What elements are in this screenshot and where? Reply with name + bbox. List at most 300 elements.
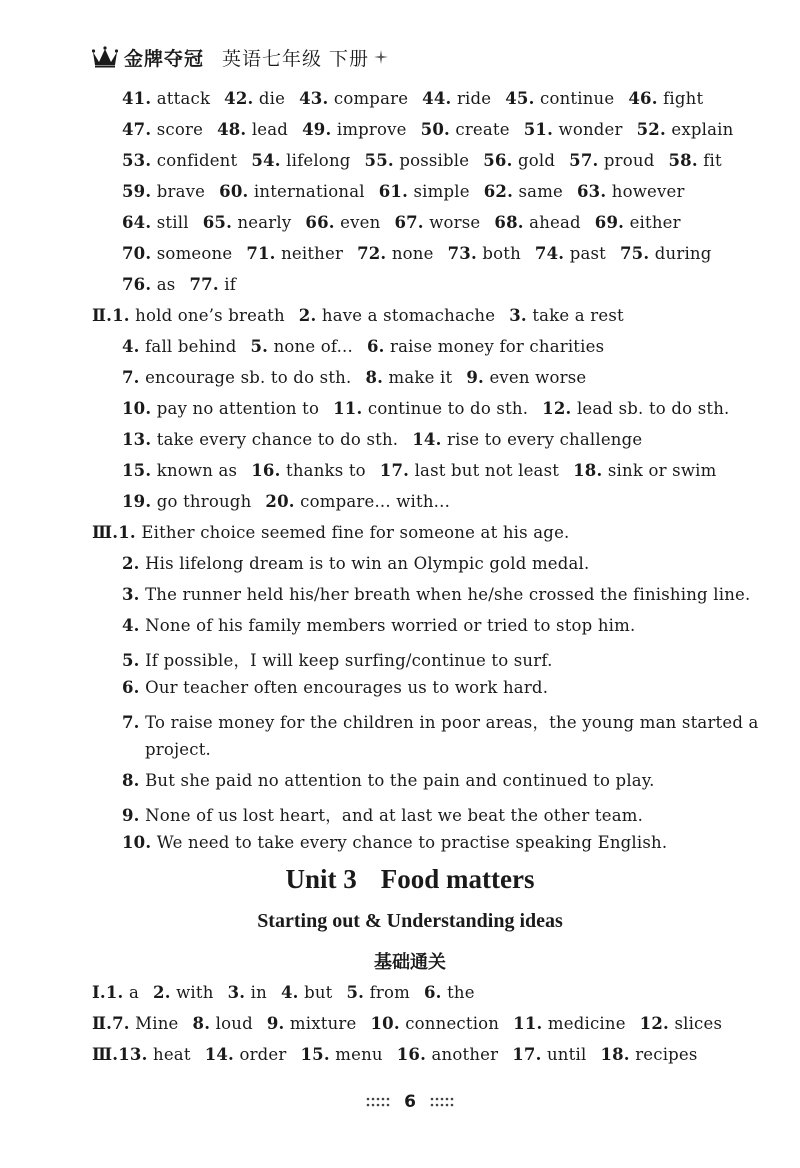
sentence-line — [122, 678, 562, 697]
item-text: make it — [388, 368, 453, 387]
answer-item — [122, 151, 237, 170]
item-text: confident — [156, 151, 238, 170]
item-text: however — [611, 182, 685, 201]
item-text: But she paid no attention to the pain and continued to play. — [145, 771, 655, 790]
item-number: 41. — [122, 89, 152, 108]
phrase-line — [122, 368, 600, 387]
item-text: take a rest — [532, 306, 624, 325]
item-number: 46. — [628, 89, 658, 108]
answer-item — [640, 1014, 722, 1033]
item-text: raise money for charities — [390, 337, 605, 356]
item-text: from — [369, 983, 410, 1002]
item-text: compare... with... — [300, 492, 451, 511]
vocab-line — [122, 182, 699, 201]
book-title: 英语七年级 下册 — [222, 47, 370, 70]
item-number: 12. — [542, 399, 572, 418]
item-number: 13. — [118, 1045, 148, 1064]
item-text: none of... — [273, 337, 353, 356]
dots-decoration-right-icon — [430, 1095, 456, 1109]
item-number: 18. — [573, 461, 603, 480]
item-number: 48. — [217, 120, 247, 139]
answer-item — [577, 182, 685, 201]
unit-title — [0, 864, 800, 895]
item-number: 4. — [122, 337, 140, 356]
item-text: medicine — [547, 1014, 626, 1033]
item-text: possible — [399, 151, 470, 170]
answer-item — [535, 244, 606, 263]
brand-title: 金牌夺冠 — [124, 47, 205, 70]
item-text: None of us lost heart，and at last we beat the other team. — [145, 806, 644, 825]
answer-item — [421, 120, 510, 139]
item-text: both — [482, 244, 521, 263]
dots-decoration-left-icon — [364, 1095, 390, 1109]
item-number: 50. — [420, 120, 450, 139]
item-text: with — [176, 983, 214, 1002]
item-number: 15. — [122, 461, 152, 480]
answer-item — [122, 616, 635, 635]
answer-item — [250, 337, 352, 356]
answer-item — [122, 833, 667, 852]
answer-item — [224, 89, 285, 108]
item-number: 58. — [668, 151, 698, 170]
item-number: 6. — [423, 983, 442, 1002]
item-text: continue to do sth. — [367, 399, 529, 418]
item-number: 2. — [122, 554, 140, 573]
answer-item — [193, 1014, 253, 1033]
item-text: recipes — [635, 1045, 698, 1064]
answer-item — [299, 89, 408, 108]
vocab-line — [122, 275, 250, 294]
item-number: 8. — [122, 771, 140, 790]
item-text: To raise money for the children in poor areas，the young man started a — [145, 713, 759, 732]
unit-subtitle: Starting out & Understanding ideas — [257, 910, 563, 932]
item-text: same — [518, 182, 563, 201]
vocab-line — [122, 89, 717, 108]
answer-item — [122, 182, 205, 201]
item-text: none — [391, 244, 434, 263]
sentence-line — [122, 771, 669, 790]
item-text: either — [629, 213, 681, 232]
answer-item — [380, 461, 559, 480]
vocab-line — [122, 151, 736, 170]
section-numeral: Ⅲ. — [92, 1045, 119, 1064]
answer-item — [189, 275, 236, 294]
unit3-answer-line — [92, 983, 489, 1002]
answer-item — [122, 461, 237, 480]
item-text: take every chance to do sth. — [156, 430, 399, 449]
item-text: simple — [413, 182, 470, 201]
item-text: until — [546, 1045, 587, 1064]
answer-item — [365, 368, 452, 387]
answer-item — [542, 399, 729, 418]
item-number: 71. — [246, 244, 276, 263]
answer-item — [122, 713, 759, 732]
answer-item — [122, 244, 232, 263]
item-number: 44. — [422, 89, 452, 108]
answer-item — [122, 492, 251, 511]
item-number: 17. — [512, 1045, 542, 1064]
answer-item — [265, 492, 450, 511]
item-number: 5. — [250, 337, 269, 356]
answer-item — [122, 275, 175, 294]
item-number: 6. — [366, 337, 385, 356]
answer-item — [112, 1014, 178, 1033]
item-number: 64. — [122, 213, 152, 232]
item-number: 4. — [280, 983, 299, 1002]
answer-item — [347, 983, 410, 1002]
item-number: 13. — [122, 430, 152, 449]
item-number: 14. — [412, 430, 442, 449]
item-number: 76. — [122, 275, 152, 294]
item-number: 75. — [620, 244, 650, 263]
item-number: 19. — [122, 492, 152, 511]
item-text: hold one’s breath — [135, 306, 285, 325]
vocab-line — [122, 120, 747, 139]
item-number: 70. — [122, 244, 152, 263]
item-text: improve — [336, 120, 407, 139]
answer-item — [573, 461, 716, 480]
item-text: attack — [156, 89, 211, 108]
item-number: 2. — [298, 306, 317, 325]
answer-item — [251, 151, 350, 170]
answer-item — [299, 306, 495, 325]
vocab-line — [122, 244, 726, 263]
answer-item — [448, 244, 521, 263]
answer-item — [153, 983, 214, 1002]
item-number: 16. — [396, 1045, 427, 1064]
answer-item — [424, 983, 475, 1002]
item-number: 57. — [569, 151, 599, 170]
item-number: 10. — [122, 833, 152, 852]
item-number: 43. — [299, 89, 329, 108]
item-number: 42. — [224, 89, 254, 108]
item-text: fit — [703, 151, 722, 170]
answer-item — [483, 151, 555, 170]
answer-item — [512, 1045, 586, 1064]
item-text: the — [447, 983, 475, 1002]
answer-item — [620, 244, 712, 263]
item-text: create — [455, 120, 510, 139]
item-number: 15. — [300, 1045, 330, 1064]
phrase-line — [122, 461, 730, 480]
answer-item — [637, 120, 734, 139]
answer-item — [122, 337, 236, 356]
item-number: 12. — [639, 1014, 669, 1033]
sentence-line — [122, 647, 567, 671]
item-number: 1. — [105, 983, 124, 1002]
answer-item — [466, 368, 586, 387]
item-number: 8. — [365, 368, 384, 387]
item-number: 54. — [251, 151, 281, 170]
item-text: fight — [663, 89, 704, 108]
page-header — [92, 40, 389, 74]
item-text: even worse — [489, 368, 587, 387]
item-number: 49. — [302, 120, 332, 139]
section-numeral: Ⅱ. — [92, 306, 113, 325]
continuation-text: project. — [145, 740, 211, 759]
section-numeral: Ⅲ. — [92, 523, 119, 542]
item-number: 1. — [118, 523, 136, 542]
item-number: 53. — [122, 151, 152, 170]
item-text: have a stomachache — [321, 306, 496, 325]
item-text: encourage sb. to do sth. — [145, 368, 352, 387]
item-text: in — [250, 983, 267, 1002]
sentence-line — [122, 833, 681, 852]
item-number: 74. — [534, 244, 565, 263]
item-text: lifelong — [286, 151, 351, 170]
item-number: 55. — [364, 151, 394, 170]
item-text: compare — [333, 89, 409, 108]
item-text: If possible，I will keep surfing/continue to surf. — [145, 651, 553, 670]
item-number: 2. — [153, 983, 171, 1002]
answer-item — [367, 337, 604, 356]
page-number: 6 — [404, 1092, 416, 1112]
item-number: 10. — [122, 399, 152, 418]
item-number: 11. — [333, 399, 363, 418]
answer-item — [122, 430, 398, 449]
answer-item — [628, 89, 703, 108]
item-number: 60. — [219, 182, 249, 201]
answer-item — [122, 213, 189, 232]
item-number: 8. — [192, 1014, 211, 1033]
answer-item — [122, 120, 203, 139]
answer-item — [302, 120, 407, 139]
item-text: worse — [429, 213, 481, 232]
sentence-line — [92, 523, 583, 542]
answer-item — [122, 89, 210, 108]
answer-item — [228, 983, 267, 1002]
item-text: gold — [518, 151, 556, 170]
item-text: heat — [153, 1045, 191, 1064]
item-number: 14. — [204, 1045, 234, 1064]
answer-item — [219, 182, 365, 201]
item-text: die — [258, 89, 286, 108]
item-text: fall behind — [145, 337, 237, 356]
item-text: known as — [156, 461, 238, 480]
item-text: wonder — [558, 120, 623, 139]
sentence-continuation — [145, 740, 211, 759]
item-text: lead sb. to do sth. — [576, 399, 730, 418]
item-number: 17. — [379, 461, 410, 480]
answer-item — [513, 1014, 626, 1033]
item-number: 7. — [122, 368, 140, 387]
item-text: if — [224, 275, 237, 294]
item-number: 10. — [370, 1014, 400, 1033]
item-number: 63. — [577, 182, 607, 201]
item-text: slices — [674, 1014, 723, 1033]
answer-item — [412, 430, 642, 449]
item-text: menu — [335, 1045, 383, 1064]
sentence-line — [122, 585, 764, 604]
item-text: thanks to — [286, 461, 366, 480]
page-footer — [0, 1092, 800, 1112]
section-numeral: Ⅰ. — [92, 983, 106, 1002]
section-numeral: Ⅱ. — [92, 1014, 113, 1033]
item-number: 62. — [483, 182, 514, 201]
answer-item — [301, 1045, 383, 1064]
item-text: even — [340, 213, 381, 232]
item-number: 1. — [112, 306, 130, 325]
item-text: mixture — [289, 1014, 357, 1033]
item-text: another — [431, 1045, 499, 1064]
item-number: 56. — [483, 151, 513, 170]
answer-item — [370, 1014, 499, 1033]
item-number: 18. — [600, 1045, 630, 1064]
crown-icon — [92, 46, 118, 68]
item-text: go through — [156, 492, 252, 511]
answer-item — [595, 213, 681, 232]
item-number: 9. — [266, 1014, 285, 1033]
answer-item — [267, 1014, 357, 1033]
answer-item — [422, 89, 491, 108]
item-text: order — [239, 1045, 287, 1064]
item-text: during — [654, 244, 712, 263]
item-number: 66. — [305, 213, 335, 232]
item-number: 52. — [636, 120, 666, 139]
item-text: last but not least — [414, 461, 560, 480]
unit-label: Unit 3 — [285, 864, 357, 894]
item-text: None of his family members worried or tried to stop him. — [145, 616, 636, 635]
item-text: but — [304, 983, 333, 1002]
answer-item — [333, 399, 528, 418]
item-number: 5. — [122, 651, 140, 670]
answer-item — [122, 651, 553, 670]
item-text: The runner held his/her breath when he/she crossed the finishing line. — [145, 585, 751, 604]
item-text: We need to take every chance to practise speaking English. — [156, 833, 668, 852]
answer-item — [524, 120, 623, 139]
sentence-line — [122, 709, 773, 733]
item-number: 7. — [122, 713, 140, 732]
item-text: neither — [281, 244, 344, 263]
item-text: rise to every challenge — [447, 430, 643, 449]
item-number: 9. — [122, 806, 140, 825]
answer-item — [122, 554, 589, 573]
unit-name: Food matters — [380, 864, 535, 894]
answer-item — [484, 182, 563, 201]
item-number: 3. — [227, 983, 246, 1002]
item-number: 65. — [202, 213, 233, 232]
sentence-line — [122, 616, 649, 635]
answer-item — [122, 368, 351, 387]
item-number: 51. — [523, 120, 554, 139]
item-text: past — [569, 244, 606, 263]
item-number: 3. — [122, 585, 140, 604]
sparkle-icon — [373, 49, 389, 65]
item-text: still — [156, 213, 189, 232]
sentence-line — [122, 554, 603, 573]
item-text: continue — [540, 89, 615, 108]
answer-item — [205, 1045, 287, 1064]
section-heading-cn: 基础通关 — [374, 952, 446, 973]
item-text: connection — [405, 1014, 500, 1033]
item-text: Mine — [135, 1014, 179, 1033]
answer-item — [494, 213, 580, 232]
answer-item — [357, 244, 434, 263]
item-number: 69. — [594, 213, 625, 232]
answer-item — [203, 213, 292, 232]
item-number: 67. — [394, 213, 424, 232]
item-number: 61. — [378, 182, 409, 201]
phrase-line — [92, 306, 638, 325]
item-text: international — [253, 182, 365, 201]
item-text: His lifelong dream is to win an Olympic gold medal. — [145, 554, 590, 573]
item-number: 59. — [122, 182, 152, 201]
answer-item — [365, 151, 470, 170]
phrase-line — [122, 337, 618, 356]
item-number: 9. — [466, 368, 484, 387]
item-text: Either choice seemed fine for someone at his age. — [141, 523, 570, 542]
answer-item — [600, 1045, 697, 1064]
phrase-line — [122, 430, 656, 449]
answer-item — [569, 151, 654, 170]
item-number: 73. — [447, 244, 477, 263]
item-text: proud — [603, 151, 655, 170]
answer-item — [251, 461, 366, 480]
item-number: 6. — [122, 678, 140, 697]
answer-item — [217, 120, 288, 139]
answer-item — [509, 306, 624, 325]
item-number: 72. — [357, 244, 387, 263]
item-text: Our teacher often encourages us to work hard. — [145, 678, 549, 697]
item-text: ahead — [529, 213, 581, 232]
item-text: sink or swim — [607, 461, 717, 480]
item-text: loud — [215, 1014, 253, 1033]
unit3-answer-line — [92, 1014, 736, 1033]
vocab-line — [122, 213, 695, 232]
item-number: 47. — [122, 120, 152, 139]
phrase-line — [122, 492, 464, 511]
sentence-line — [122, 802, 657, 826]
item-text: explain — [671, 120, 734, 139]
answer-item — [246, 244, 343, 263]
answer-item — [394, 213, 480, 232]
item-text: a — [128, 983, 140, 1002]
answer-item — [379, 182, 470, 201]
answer-item — [281, 983, 333, 1002]
item-number: 3. — [509, 306, 527, 325]
answer-item — [112, 306, 285, 325]
answer-item — [122, 806, 643, 825]
item-text: score — [156, 120, 204, 139]
answer-item — [668, 151, 721, 170]
item-text: pay no attention to — [156, 399, 320, 418]
answer-item — [397, 1045, 498, 1064]
item-number: 7. — [112, 1014, 130, 1033]
item-text: lead — [251, 120, 289, 139]
answer-item — [118, 1045, 190, 1064]
item-text: ride — [456, 89, 492, 108]
answer-item — [122, 585, 750, 604]
item-text: as — [156, 275, 176, 294]
answer-item — [305, 213, 380, 232]
item-text: brave — [156, 182, 206, 201]
answer-item — [122, 678, 548, 697]
item-number: 5. — [346, 983, 365, 1002]
item-number: 45. — [505, 89, 535, 108]
unit3-answer-line — [92, 1045, 712, 1064]
item-text: someone — [156, 244, 233, 263]
answer-item — [122, 399, 319, 418]
answer-item — [106, 983, 139, 1002]
item-number: 16. — [251, 461, 281, 480]
item-number: 77. — [189, 275, 219, 294]
item-text: nearly — [237, 213, 292, 232]
answer-item — [118, 523, 569, 542]
answer-item — [122, 771, 655, 790]
item-number: 11. — [513, 1014, 543, 1033]
item-number: 20. — [265, 492, 295, 511]
item-number: 4. — [122, 616, 140, 635]
